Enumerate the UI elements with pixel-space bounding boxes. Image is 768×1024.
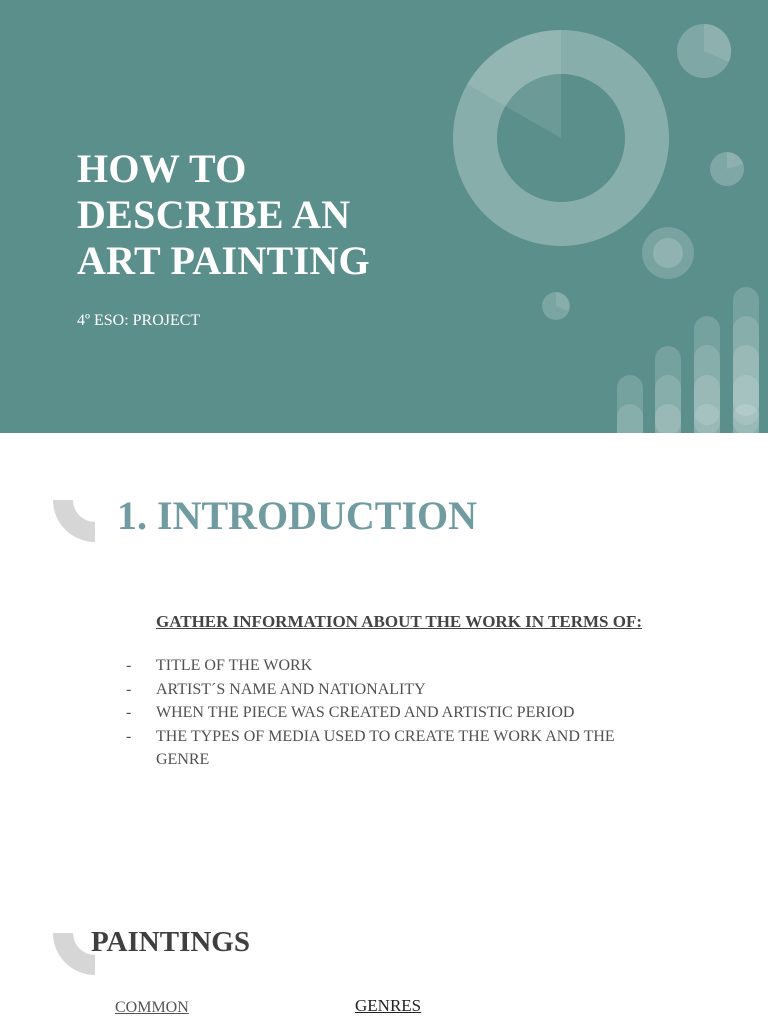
section-heading-introduction: 1. INTRODUCTION bbox=[117, 493, 478, 538]
gather-heading: GATHER INFORMATION ABOUT THE WORK IN TERMS OF: bbox=[156, 612, 642, 631]
bullet-dash: - bbox=[126, 680, 132, 698]
info-list bbox=[126, 654, 666, 772]
title-line-1: HOW TO bbox=[77, 146, 247, 191]
section-heading-paintings: PAINTINGS bbox=[91, 926, 250, 958]
list-item-text: ARTIST´S NAME AND NATIONALITY bbox=[156, 680, 426, 698]
hero-banner bbox=[0, 0, 768, 433]
list-item bbox=[126, 678, 666, 702]
genres-label: GENRES bbox=[355, 996, 422, 1015]
list-item-text: WHEN THE PIECE WAS CREATED AND ARTISTIC PERIOD bbox=[156, 704, 575, 721]
list-item bbox=[126, 725, 666, 772]
quarter-circle-icon bbox=[53, 933, 95, 975]
title-line-2: DESCRIBE AN bbox=[77, 192, 351, 237]
list-item bbox=[126, 701, 666, 725]
bullet-dash: - bbox=[126, 704, 132, 721]
bullet-dash: - bbox=[126, 657, 132, 674]
document-title bbox=[77, 146, 370, 284]
document-subtitle: 4º ESO: PROJECT bbox=[77, 312, 201, 329]
quarter-circle-icon bbox=[53, 500, 95, 542]
list-item-text: THE TYPES OF MEDIA USED TO CREATE THE WORK AND THE GENRE bbox=[156, 727, 615, 768]
title-line-3: ART PAINTING bbox=[77, 238, 370, 283]
common-label: COMMON bbox=[115, 999, 189, 1016]
list-item-text: TITLE OF THE WORK bbox=[156, 657, 313, 674]
bullet-dash: - bbox=[126, 727, 132, 745]
list-item bbox=[126, 654, 666, 678]
